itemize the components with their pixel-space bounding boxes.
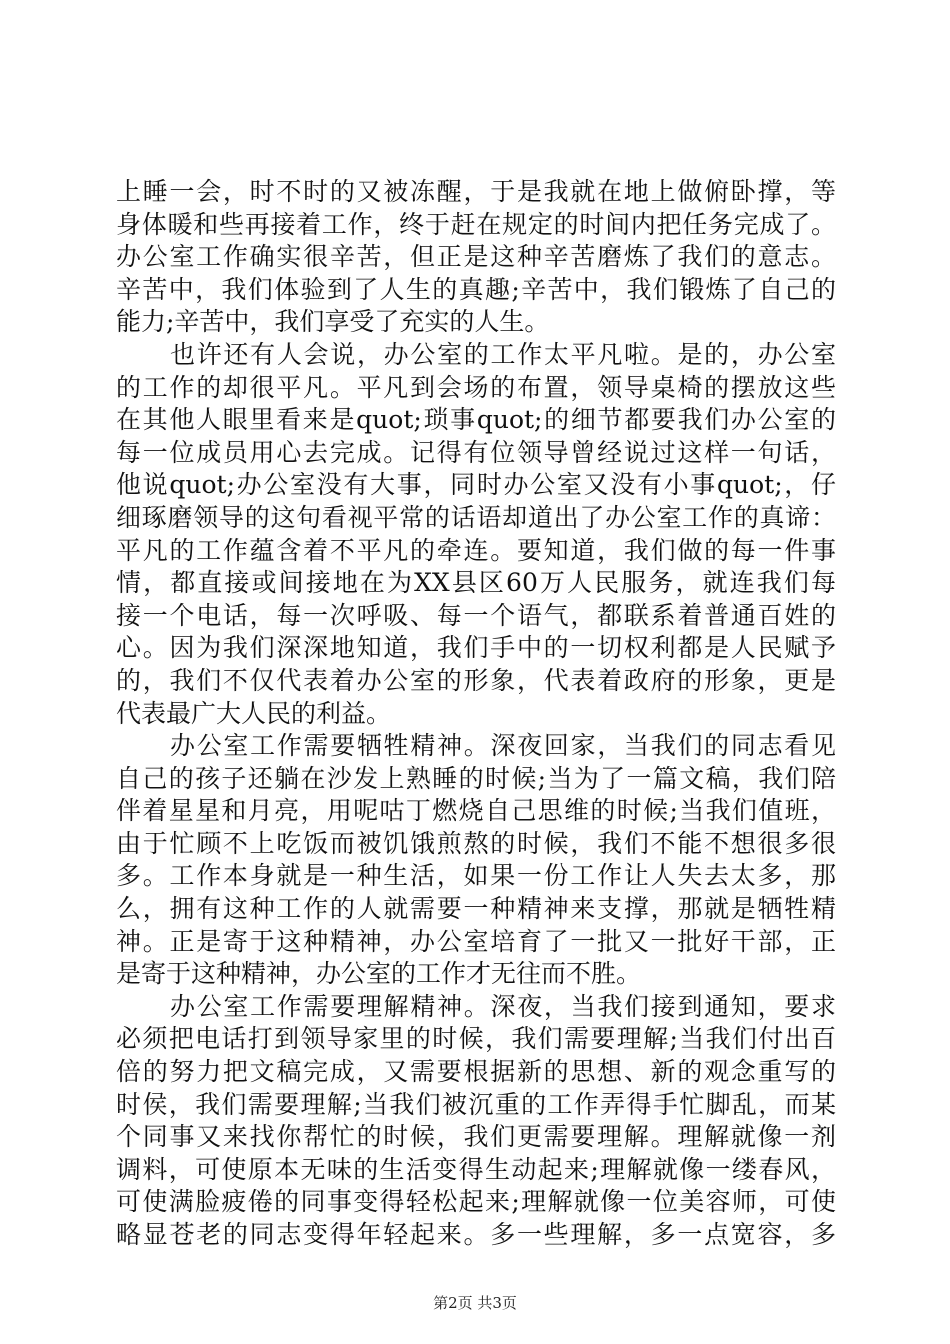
body-text bbox=[116, 176, 836, 1252]
text-line: 他说quot;办公室没有大事，同时办公室又没有小事quot;，仔 bbox=[116, 470, 836, 500]
text-line: 办公室工作确实很辛苦，但正是这种辛苦磨炼了我们的意志。 bbox=[116, 242, 836, 272]
text-line: 代表最广大人民的利益。 bbox=[116, 698, 392, 728]
text-line: 可使满脸疲倦的同事变得轻松起来;理解就像一位美容师，可使 bbox=[116, 1187, 836, 1217]
text-line: 办公室工作需要理解精神。深夜，当我们接到通知，要求 bbox=[170, 991, 836, 1021]
text-line: 接一个电话，每一次呼吸、每一个语气，都联系着普通百姓的 bbox=[116, 600, 836, 630]
text-line: 情，都直接或间接地在为XX县区60万人民服务，就连我们每 bbox=[116, 568, 836, 598]
text-line: 神。正是寄于这种精神，办公室培育了一批又一批好干部，正 bbox=[116, 926, 836, 956]
text-line: 在其他人眼里看来是quot;琐事quot;的细节都要我们办公室的 bbox=[116, 405, 836, 435]
text-line: 心。因为我们深深地知道，我们手中的一切权利都是人民赋予 bbox=[116, 633, 836, 663]
text-line: 上睡一会，时不时的又被冻醒，于是我就在地上做俯卧撑，等 bbox=[116, 177, 836, 206]
text-line: 平凡的工作蕴含着不平凡的牵连。要知道，我们做的每一件事 bbox=[116, 535, 836, 565]
text-line: 细琢磨领导的这句看视平常的话语却道出了办公室工作的真谛： bbox=[116, 502, 836, 532]
text-line: 每一位成员用心去完成。记得有位领导曾经说过这样一句话， bbox=[116, 437, 836, 467]
text-line: 由于忙顾不上吃饭而被饥饿煎熬的时候，我们不能不想很多很 bbox=[116, 828, 836, 858]
text-line: 多。工作本身就是一种生活，如果一份工作让人失去太多，那 bbox=[116, 861, 836, 891]
text-line: 调料，可使原本无味的生活变得生动起来;理解就像一缕春风， bbox=[116, 1154, 836, 1184]
text-line: 能力;辛苦中，我们享受了充实的人生。 bbox=[116, 307, 550, 337]
text-line: 必须把电话打到领导家里的时候，我们需要理解;当我们付出百 bbox=[116, 1024, 836, 1054]
text-line: 伴着星星和月亮，用呢咕丁燃烧自己思维的时候;当我们值班， bbox=[116, 796, 836, 826]
page-footer: 第2页 共3页 bbox=[433, 1294, 517, 1312]
text-line: 自己的孩子还躺在沙发上熟睡的时候;当为了一篇文稿，我们陪 bbox=[116, 763, 836, 793]
text-line: 个同事又来找你帮忙的时候，我们更需要理解。理解就像一剂 bbox=[116, 1122, 836, 1152]
text-line: 的工作的却很平凡。平凡到会场的布置，领导桌椅的摆放这些 bbox=[116, 372, 836, 402]
text-line: 倍的努力把文稿完成，又需要根据新的思想、新的观念重写的 bbox=[116, 1057, 836, 1087]
text-line: 的，我们不仅代表着办公室的形象，代表着政府的形象，更是 bbox=[116, 665, 836, 695]
text-line: 办公室工作需要牺牲精神。深夜回家，当我们的同志看见 bbox=[170, 731, 836, 761]
text-line: 也许还有人会说，办公室的工作太平凡啦。是的，办公室 bbox=[170, 339, 836, 369]
text-line: 时侯，我们需要理解;当我们被沉重的工作弄得手忙脚乱，而某 bbox=[116, 1089, 836, 1119]
text-line: 身体暖和些再接着工作，终于赶在规定的时间内把任务完成了。 bbox=[116, 209, 836, 239]
text-line: 略显苍老的同志变得年轻起来。多一些理解，多一点宽容，多 bbox=[116, 1220, 836, 1249]
text-line: 辛苦中，我们体验到了人生的真趣;辛苦中，我们锻炼了自己的 bbox=[116, 274, 836, 304]
text-line: 是寄于这种精神，办公室的工作才无往而不胜。 bbox=[116, 959, 642, 989]
text-line: 么，拥有这种工作的人就需要一种精神来支撑，那就是牺牲精 bbox=[116, 894, 836, 924]
